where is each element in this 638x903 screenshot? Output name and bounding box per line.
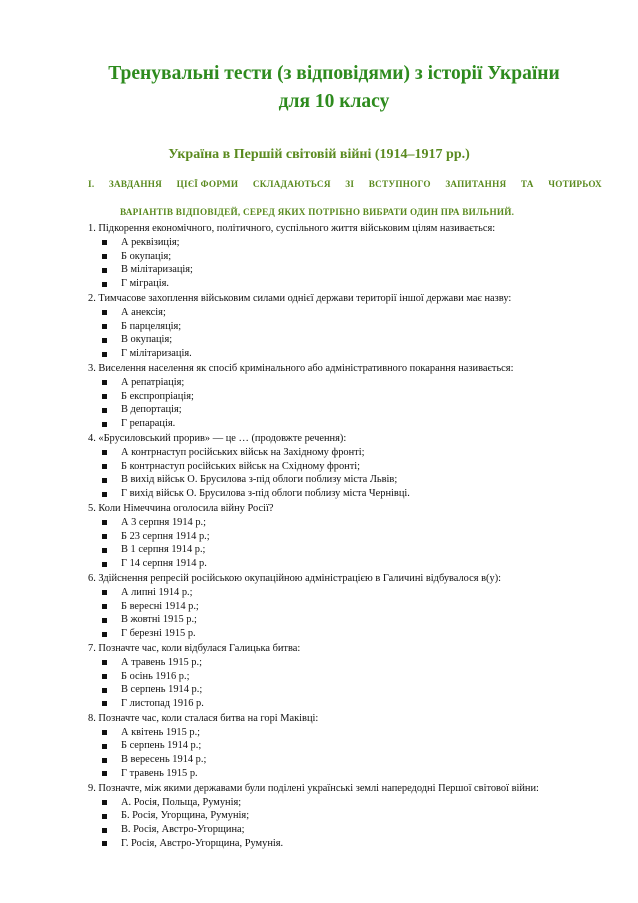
answer-option [102, 739, 608, 753]
question-text: 1. Підкорення економічного, політичного, суспільного життя військовим цілям називається: [88, 223, 496, 234]
answer-option-text: Г міграція. [121, 278, 169, 290]
question-list [88, 222, 608, 852]
square-bullet-icon [102, 520, 107, 525]
answer-option [102, 473, 608, 487]
answer-option-text: В окупація; [121, 334, 173, 346]
answer-option [102, 753, 608, 767]
answer-option-text: В. Росія, Австро-Угорщина; [121, 824, 245, 836]
answer-option [102, 656, 608, 670]
answer-option-text: Б. Росія, Угорщина, Румунія; [121, 810, 250, 822]
square-bullet-icon [102, 814, 107, 819]
instruction-word: ТА [520, 179, 534, 189]
title-line-1: Тренувальні тести (з відповідями) з історії України [108, 63, 560, 84]
question-text: 4. «Брусиловський прорив» — це … (продовжте речення): [88, 432, 347, 444]
instruction-line-1 [88, 178, 602, 190]
square-bullet-icon [102, 590, 107, 595]
square-bullet-icon [102, 674, 107, 679]
answer-option-text: Б 23 серпня 1914 р.; [121, 530, 210, 542]
instruction-word: ЗАВДАННЯ [108, 179, 163, 189]
question-item [88, 712, 608, 782]
instruction-word: ЦІЄЇ ФОРМИ [176, 179, 239, 189]
answer-option-text: А репатріація; [121, 376, 185, 388]
square-bullet-icon [102, 828, 107, 833]
title-line-2: для 10 класу [278, 91, 390, 112]
answer-option [102, 627, 608, 641]
answer-option-text: Г листопад 1916 р. [121, 698, 204, 710]
instruction-word: ВСТУПНОГО [368, 179, 431, 189]
answer-option [102, 390, 608, 404]
answer-option-text: А реквізиція; [121, 236, 180, 248]
answer-option [102, 250, 608, 264]
instruction-block [88, 178, 602, 218]
answer-option-text: Б серпень 1914 р.; [121, 740, 202, 752]
answer-options [88, 306, 608, 361]
answer-option [102, 333, 608, 347]
instruction-word: ЗІ [345, 179, 355, 189]
square-bullet-icon [102, 660, 107, 665]
square-bullet-icon [102, 324, 107, 329]
instruction-word: СКЛАДАЮТЬСЯ [252, 179, 331, 189]
answer-option [102, 670, 608, 684]
instruction-word: ЗАПИТАННЯ [445, 179, 507, 189]
answer-options [88, 796, 608, 851]
instruction-word: І. [88, 179, 95, 189]
square-bullet-icon [102, 394, 107, 399]
answer-option-text: Г. Росія, Австро-Угорщина, Румунія. [121, 838, 284, 850]
square-bullet-icon [102, 240, 107, 245]
answer-option [102, 446, 608, 460]
answer-option [102, 586, 608, 600]
answer-options [88, 236, 608, 291]
answer-option-text: А травень 1915 р.; [121, 656, 202, 668]
square-bullet-icon [102, 800, 107, 805]
answer-options [88, 446, 608, 501]
square-bullet-icon [102, 352, 107, 357]
question-text: 6. Здійснення репресій російською окупаційною адміністрацією в Галичині відбувалося в(у): [88, 572, 502, 584]
answer-option-text: Г мілітаризація. [121, 348, 192, 360]
answer-option [102, 487, 608, 501]
question-item [88, 642, 608, 712]
square-bullet-icon [102, 744, 107, 749]
answer-option-text: А квітень 1915 р.; [121, 726, 201, 738]
answer-option [102, 236, 608, 250]
answer-options [88, 656, 608, 711]
answer-option [102, 460, 608, 474]
question-text: 7. Позначте час, коли відбулася Галицька битва: [88, 642, 301, 654]
square-bullet-icon [102, 422, 107, 427]
square-bullet-icon [102, 338, 107, 343]
answer-option [102, 796, 608, 810]
answer-option-text: Г репарація. [121, 418, 176, 430]
answer-option-text: В депортація; [121, 404, 182, 416]
answer-option [102, 403, 608, 417]
answer-option-text: Г 14 серпня 1914 р. [121, 558, 207, 570]
answer-option-text: Г травень 1915 р. [121, 768, 198, 780]
answer-options [88, 376, 608, 431]
answer-option [102, 417, 608, 431]
square-bullet-icon [102, 841, 107, 846]
answer-option [102, 809, 608, 823]
question-text: 2. Тимчасове захоплення військовим силами однієї держави території іншої держави має назву: [88, 292, 512, 304]
square-bullet-icon [102, 380, 107, 385]
answer-options [88, 726, 608, 781]
section-subtitle: Україна в Першій світовій війні (1914–1917 рр.) [168, 147, 470, 162]
square-bullet-icon [102, 604, 107, 609]
answer-options [88, 586, 608, 641]
square-bullet-icon [102, 408, 107, 413]
answer-option [102, 263, 608, 277]
instruction-line-2: ВАРІАНТІВ ВІДПОВІДЕЙ, СЕРЕД ЯКИХ ПОТРІБНО ВИБРАТИ ОДИН ПРА ВИЛЬНИЙ. [120, 207, 515, 217]
answer-option [102, 557, 608, 571]
answer-option [102, 516, 608, 530]
document-title [60, 60, 608, 116]
answer-option [102, 530, 608, 544]
question-item [88, 572, 608, 642]
answer-option [102, 837, 608, 851]
answer-option-text: А. Росія, Польща, Румунія; [121, 796, 242, 808]
answer-option [102, 306, 608, 320]
square-bullet-icon [102, 254, 107, 259]
question-text: 9. Позначте, між якими державами були поділені українські землі напередодні Першої світової війни: [88, 782, 539, 794]
answer-option-text: Б осінь 1916 р.; [121, 670, 190, 682]
square-bullet-icon [102, 758, 107, 763]
answer-option [102, 767, 608, 781]
square-bullet-icon [102, 464, 107, 469]
square-bullet-icon [102, 478, 107, 483]
answer-option-text: Г вихід військ О. Брусилова з-під облоги поблизу міста Чернівці. [121, 488, 410, 500]
answer-option-text: А 3 серпня 1914 р.; [121, 516, 206, 528]
answer-option-text: А контрнаступ російських військ на Західному фронті; [121, 446, 365, 458]
instruction-word: ЧОТИРЬОХ [548, 179, 602, 189]
question-item [88, 362, 608, 432]
square-bullet-icon [102, 492, 107, 497]
square-bullet-icon [102, 632, 107, 637]
answer-option [102, 613, 608, 627]
square-bullet-icon [102, 688, 107, 693]
square-bullet-icon [102, 310, 107, 315]
question-text: 3. Виселення населення як спосіб кримінального або адміністративного покарання називається: [88, 362, 514, 374]
question-item [88, 222, 608, 292]
answer-option-text: Б контрнаступ російських військ на Східному фронті; [121, 460, 361, 472]
answer-option [102, 823, 608, 837]
square-bullet-icon [102, 450, 107, 455]
square-bullet-icon [102, 701, 107, 706]
answer-option [102, 683, 608, 697]
answer-option-text: А липні 1914 р.; [121, 586, 193, 598]
square-bullet-icon [102, 282, 107, 287]
answer-option-text: В жовтні 1915 р.; [121, 614, 197, 626]
answer-option-text: Б окупація; [121, 250, 172, 262]
answer-option-text: В 1 серпня 1914 р.; [121, 544, 206, 556]
answer-option-text: Б парцеляція; [121, 320, 182, 332]
square-bullet-icon [102, 534, 107, 539]
answer-option [102, 376, 608, 390]
answer-option-text: Б вересні 1914 р.; [121, 600, 199, 612]
square-bullet-icon [102, 730, 107, 735]
question-item [88, 292, 608, 362]
answer-option [102, 726, 608, 740]
answer-option [102, 347, 608, 361]
answer-option-text: Г березні 1915 р. [121, 628, 196, 640]
answer-option-text: Б експропріація; [121, 390, 194, 402]
question-item [88, 432, 608, 502]
question-text: 8. Позначте час, коли сталася битва на горі Маківці: [88, 712, 319, 724]
question-item [88, 782, 608, 852]
answer-option [102, 600, 608, 614]
question-text: 5. Коли Німеччина оголосила війну Росії? [88, 502, 274, 514]
answer-option [102, 543, 608, 557]
answer-option-text: А анексія; [121, 306, 166, 318]
answer-options [88, 516, 608, 571]
square-bullet-icon [102, 548, 107, 553]
answer-option-text: В мілітаризація; [121, 264, 193, 276]
square-bullet-icon [102, 618, 107, 623]
answer-option [102, 277, 608, 291]
answer-option-text: В вихід військ О. Брусилова з-під облоги поблизу міста Львів; [121, 474, 398, 486]
square-bullet-icon [102, 268, 107, 273]
answer-option-text: В вересень 1914 р.; [121, 754, 207, 766]
square-bullet-icon [102, 771, 107, 776]
answer-option [102, 697, 608, 711]
square-bullet-icon [102, 562, 107, 567]
answer-option [102, 320, 608, 334]
question-item [88, 502, 608, 572]
answer-option-text: В серпень 1914 р.; [121, 684, 203, 696]
